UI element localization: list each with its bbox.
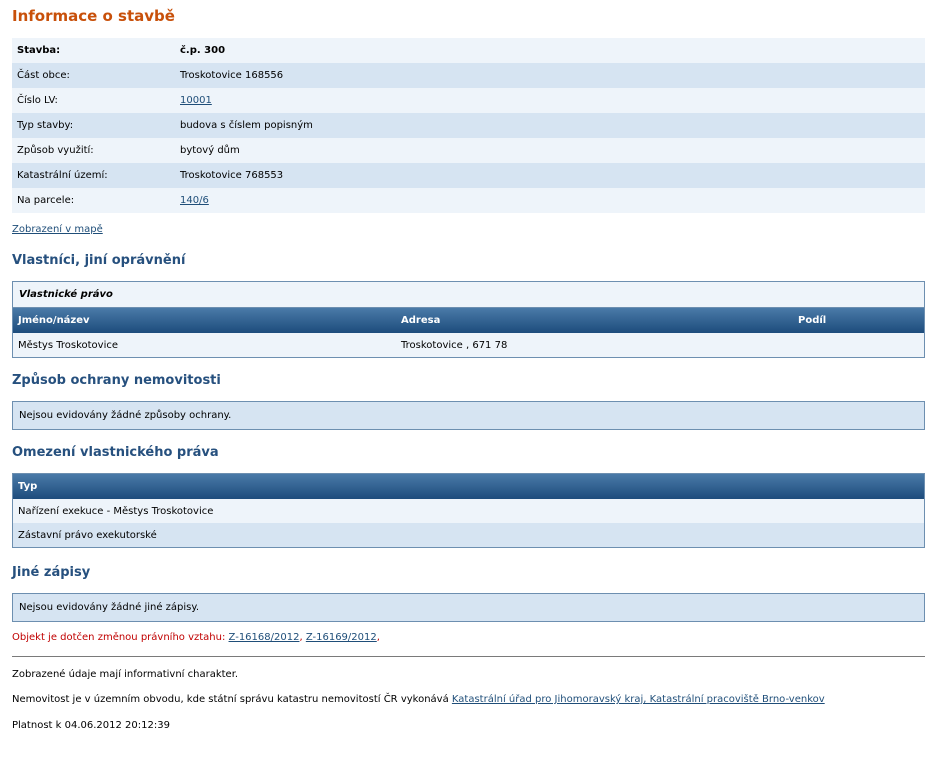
ownership-caption: Vlastnické právo: [13, 282, 924, 308]
protection-note: Nejsou evidovány žádné způsoby ochrany.: [13, 402, 924, 429]
info-label: Katastrální území:: [12, 163, 175, 188]
show-in-map-link[interactable]: Zobrazení v mapě: [12, 224, 103, 235]
divider: [12, 656, 925, 657]
info-row-lv-number: [12, 88, 925, 113]
table-row: [13, 499, 924, 523]
parcel-link[interactable]: 140/6: [180, 195, 209, 206]
link-separator: ,: [376, 632, 380, 643]
building-info-table: [12, 38, 925, 213]
info-value: č.p. 300: [175, 38, 925, 63]
change-notice: [12, 632, 380, 643]
info-row-district: [12, 63, 925, 88]
info-label: Část obce:: [12, 63, 175, 88]
table-row: [13, 333, 924, 357]
other-records-note: Nejsou evidovány žádné jiné zápisy.: [13, 594, 924, 621]
other-records-section-title: Jiné zápisy: [12, 565, 91, 580]
info-value: budova s číslem popisným: [175, 113, 925, 138]
owners-box: [12, 281, 925, 358]
info-value: Troskotovice 768553: [175, 163, 925, 188]
link-separator: ,: [299, 632, 303, 643]
validity-date: Platnost k 04.06.2012 20:12:39: [12, 720, 170, 731]
column-header-name: Jméno/název: [13, 308, 396, 333]
info-label: Na parcele:: [12, 188, 175, 213]
restrictions-box: [12, 473, 925, 548]
other-records-box: [12, 593, 925, 622]
column-header-address: Adresa: [396, 308, 793, 333]
restrictions-table: [13, 474, 924, 547]
info-value: Troskotovice 168556: [175, 63, 925, 88]
info-row-cadastral-area: [12, 163, 925, 188]
info-row-parcel: [12, 188, 925, 213]
office-text: Nemovitost je v územním obvodu, kde státní správu katastru nemovitostí ČR vykonává: [12, 694, 449, 705]
restriction-type: Nařízení exekuce - Městys Troskotovice: [13, 499, 924, 523]
info-label: Typ stavby:: [12, 113, 175, 138]
cadastral-office-link[interactable]: Katastrální úřad pro Jihomoravský kraj, Katastrální pracoviště Brno-venkov: [451, 694, 825, 705]
owners-table: [13, 308, 924, 357]
restriction-type: Zástavní právo exekutorské: [13, 523, 924, 547]
table-row: [13, 523, 924, 547]
owners-section-title: Vlastníci, jiní oprávnění: [12, 253, 186, 268]
owner-share: [793, 333, 924, 357]
info-row-usage: [12, 138, 925, 163]
lv-number-link[interactable]: 10001: [180, 95, 212, 106]
info-value: bytový dům: [175, 138, 925, 163]
info-label: Číslo LV:: [12, 88, 175, 113]
disclaimer-text: Zobrazené údaje mají informativní charakter.: [12, 669, 239, 680]
info-row-building-type: [12, 113, 925, 138]
column-header-type: Typ: [13, 474, 924, 499]
owner-name: Městys Troskotovice: [13, 333, 396, 357]
page-title: Informace o stavbě: [12, 7, 175, 25]
office-info: [12, 694, 825, 705]
info-label: Způsob využití:: [12, 138, 175, 163]
column-header-share: Podíl: [793, 308, 924, 333]
protection-box: [12, 401, 925, 430]
protection-section-title: Způsob ochrany nemovitosti: [12, 373, 221, 388]
owner-address: Troskotovice , 671 78: [396, 333, 793, 357]
change-notice-text: Objekt je dotčen změnou právního vztahu:: [12, 632, 226, 643]
info-row-building: [12, 38, 925, 63]
restrictions-section-title: Omezení vlastnického práva: [12, 445, 219, 460]
info-label: Stavba:: [12, 38, 175, 63]
change-link-1[interactable]: Z-16168/2012: [228, 632, 300, 643]
change-link-2[interactable]: Z-16169/2012: [305, 632, 377, 643]
